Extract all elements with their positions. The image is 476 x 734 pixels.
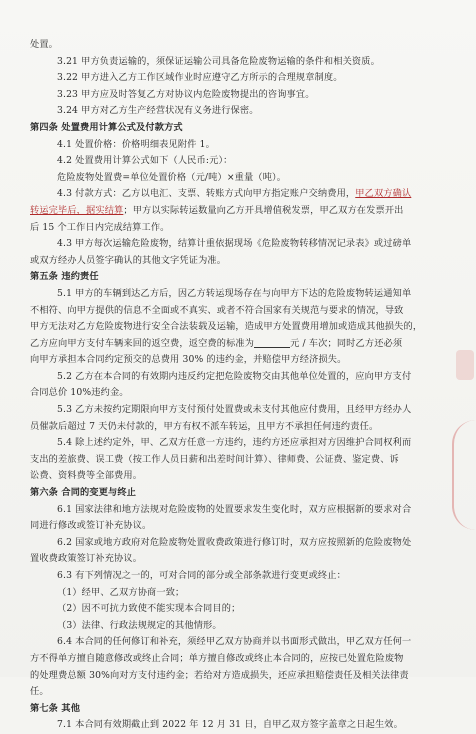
text-line (30, 203, 460, 220)
clause-3-23: 3.23 甲方应及时答复乙方对协议内危险废物提出的咨询事宜。 (57, 88, 315, 100)
text-line: 任。 (30, 686, 49, 698)
clause-4-3-weighing: 4.3 甲方每次运输危险废物，结算计重依据现场《危险废物转移情况记录表》或过磅单 (57, 238, 412, 250)
text-line: 员催款后超过 7 天仍未付款的，甲方有权不派车转运，且甲方不承担任何违约责任。 (30, 420, 379, 432)
text-line: 同进行修改或签订补充协议。 (30, 520, 152, 532)
clause-4-2: 4.2 处置费用计算公式如下（人民币:元）： (57, 155, 233, 167)
text-line: 合同总价 10%违约金。 (30, 387, 129, 399)
text-line: 讼费、资料费等全部费用。 (30, 470, 143, 482)
text-line: 支出的差旅费、误工费（按工作人员日薪和出差时间计算）、律师费、公证费、鉴定费、诉 (30, 453, 399, 465)
clause-7-1: 7.1 本合同有效期截止到 2022 年 12 月 31 日，自甲乙双方签字盖章之日起生效。 (57, 719, 403, 731)
text-line: 甲方无法对乙方危险废物进行安全合法装载及运输，造成甲方处置费用增加或造成其他损失的， (30, 321, 423, 333)
text-line: 的处理费总额 30%向对方支付违约金；若给对方造成损失，还应承担赔偿责任及相关法律责 (30, 669, 409, 681)
text-line: 置收费政策签订补充协议。 (30, 553, 143, 565)
clause-5-2: 5.2 乙方在本合同的有效期内违反约定把危险废物交由其他单位处置的，应向甲方支付 (57, 370, 412, 382)
article-7-heading: 第七条 其他 (30, 702, 81, 714)
seal-fragment (456, 350, 474, 380)
fee-formula: 危险废物处置费=单位处置价格（元/吨）×重量（吨）。 (57, 171, 287, 183)
clause-5-3: 5.3 乙方未按约定期限向甲方支付预付处置费或未支付其他应付费用，且经甲方经办人 (57, 404, 412, 416)
text-line: 方不得单方擅自随意修改或终止合同；单方擅自修改或终止本合同的，应按已处置危险废物 (30, 652, 404, 664)
clause-6-4: 6.4 本合同的任何修订和补充，须经甲乙双方协商并以书面形式做出，甲乙双方任何一 (57, 636, 412, 648)
clause-3-24: 3.24 甲方对乙方生产经营状况有义务进行保密。 (57, 105, 259, 117)
clause-3-22: 3.22 甲方进入乙方工作区域作业时应遵守乙方所示的合理规章制度。 (57, 72, 343, 84)
text-fragment: ；甲方以实际转运数量向乙方开具增值税发票，甲乙双方在发票开出 (123, 204, 404, 216)
text-line (30, 336, 460, 353)
list-item: （2）因不可抗力致使不能实现本合同目的； (57, 603, 241, 615)
text-fragment: 元 / 车次；同时乙方还必须 (290, 337, 403, 349)
clause-4-1: 4.1 处置价格：价格明细表见附件 1。 (57, 138, 215, 150)
article-6-heading: 第六条 合同的变更与终止 (30, 487, 137, 499)
clause-5-4: 5.4 除上述约定外，甲、乙双方任意一方违约，违约方还应承担对方因维护合同权利而 (57, 437, 412, 449)
text-line: 向甲方承担本合同约定预交的总费用 30% 的违约金，并赔偿甲方经济损失。 (30, 354, 347, 366)
clause-5-1: 5.1 甲方的车辆到达乙方后，因乙方转运现场存在与向甲方下达的危险废物转运通知单 (57, 287, 412, 299)
contract-body (30, 37, 460, 734)
text-line: 不相符、向甲方提供的信息不全面或不真实、或者不符合国家有关规范与要求的情况，导致 (30, 304, 404, 316)
text-line: 或双方经办人员签字确认的其他文字凭证为准。 (30, 254, 227, 266)
text-line: 处置。 (30, 39, 59, 50)
list-item: （3）法律、行政法规规定的其他情形。 (57, 619, 222, 631)
clause-6-1: 6.1 国家法律和地方法规对危险废物的处置要求发生变化时，双方应根据新的要求对合 (57, 503, 412, 515)
clause-3-21: 3.21 甲方负责运输的，须保证运输公司具备危险废物运输的条件和相关资质。 (57, 55, 380, 67)
text-fragment: 4.3 付款方式：乙方以电汇、支票、转账方式向甲方指定账户交纳费用， (57, 188, 356, 200)
seal-edge (452, 420, 476, 530)
text-line: 后 15 个工作日内完成结算工作。 (30, 221, 170, 233)
blank-field (254, 337, 290, 348)
handwritten-mark-text: 甲乙双方确认 (355, 188, 412, 200)
list-item: （1）经甲、乙双方协商一致； (57, 586, 185, 598)
clause-6-2: 6.2 国家或地方政府对危险废物处置收费政策进行修订时，双方应按照新的危险废物处 (57, 536, 412, 548)
handwritten-mark-text: 转运完毕后，据实结算 (30, 204, 124, 216)
text-fragment: 乙方应向甲方支付车辆来回的返空费，返空费的标准为 (30, 337, 255, 349)
clause-4-3-payment (30, 186, 460, 203)
article-5-heading: 第五条 违约责任 (30, 271, 99, 283)
clause-6-3: 6.3 有下列情况之一的，可对合同的部分或全部条款进行变更或终止： (57, 570, 346, 581)
article-4-heading: 第四条 处置费用计算公式及付款方式 (30, 121, 183, 133)
